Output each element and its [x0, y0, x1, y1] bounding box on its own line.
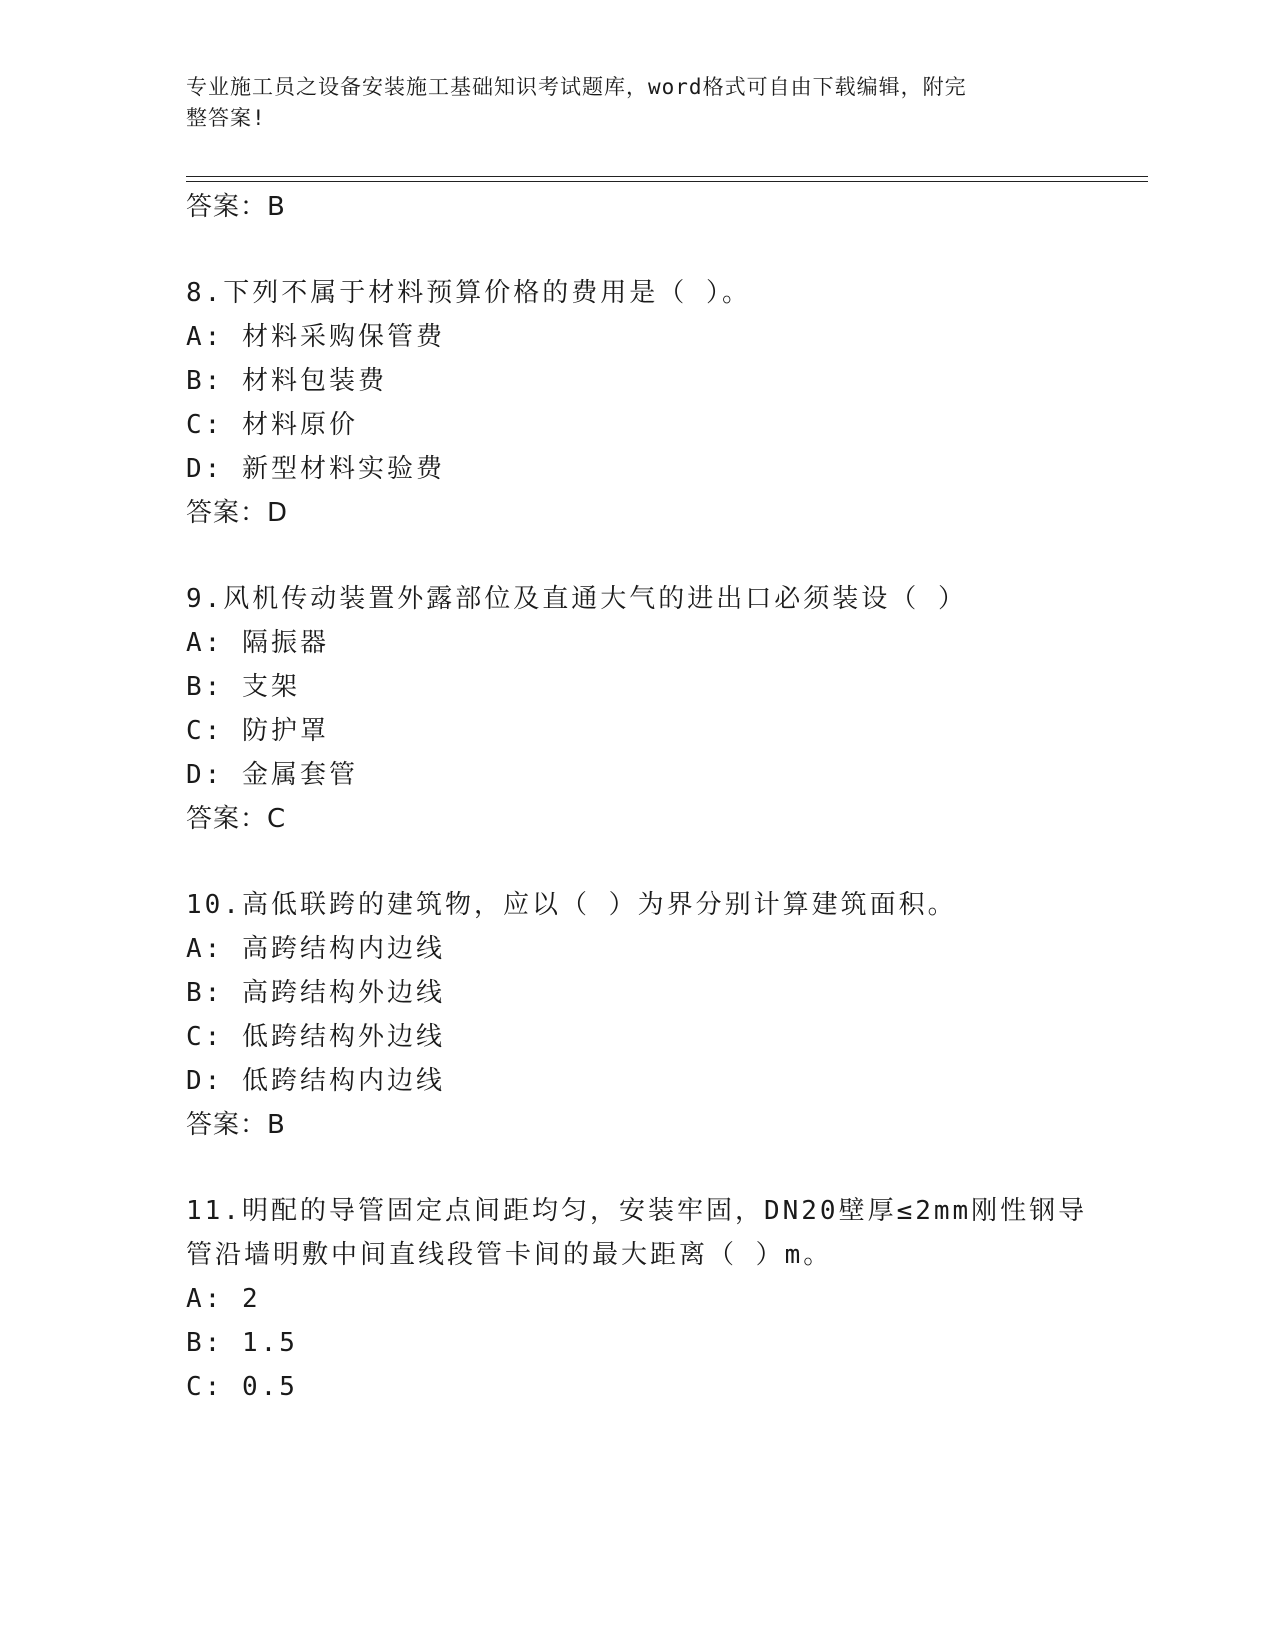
question-10-option-d: D: 低跨结构内边线	[186, 1066, 445, 1096]
question-8-option-c: C: 材料原价	[186, 410, 358, 440]
header-line-1: 专业施工员之设备安装施工基础知识考试题库，word格式可自由下载编辑，附完	[186, 75, 967, 99]
question-11-option-a: A: 2	[186, 1284, 261, 1314]
question-9-stem: 9.风机传动装置外露部位及直通大气的进出口必须装设（ ）	[186, 584, 967, 614]
question-8-option-d: D: 新型材料实验费	[186, 454, 445, 484]
question-11-stem-line-1: 11.明配的导管固定点间距均匀，安装牢固，DN20壁厚≤2mm刚性钢导	[186, 1196, 1088, 1226]
question-10-answer: 答案：B	[186, 1110, 286, 1140]
header-rule-bottom	[186, 181, 1148, 182]
question-10-option-b: B: 高跨结构外边线	[186, 978, 445, 1008]
previous-answer: 答案：B	[186, 192, 286, 222]
question-9-option-c: C: 防护罩	[186, 716, 329, 746]
header-line-2: 整答案!	[186, 106, 266, 130]
question-8-answer: 答案：D	[186, 498, 289, 528]
question-11-option-b: B: 1.5	[186, 1328, 298, 1358]
question-11-stem-line-2: 管沿墙明敷中间直线段管卡间的最大距离（ ）m。	[186, 1240, 833, 1270]
question-8-option-b: B: 材料包装费	[186, 366, 387, 396]
question-9-answer: 答案：C	[186, 804, 287, 834]
document-header	[186, 72, 1066, 134]
question-8-stem: 8.下列不属于材料预算价格的费用是（ ）。	[186, 278, 751, 308]
question-10-stem: 10.高低联跨的建筑物，应以（ ）为界分别计算建筑面积。	[186, 890, 957, 920]
question-8-option-a: A: 材料采购保管费	[186, 322, 445, 352]
question-9-option-b: B: 支架	[186, 672, 300, 702]
question-11-option-c: C: 0.5	[186, 1372, 298, 1402]
question-9-option-a: A: 隔振器	[186, 628, 329, 658]
question-10-option-c: C: 低跨结构外边线	[186, 1022, 445, 1052]
question-9-option-d: D: 金属套管	[186, 760, 358, 790]
question-10-option-a: A: 高跨结构内边线	[186, 934, 445, 964]
header-rule-top	[186, 176, 1148, 177]
